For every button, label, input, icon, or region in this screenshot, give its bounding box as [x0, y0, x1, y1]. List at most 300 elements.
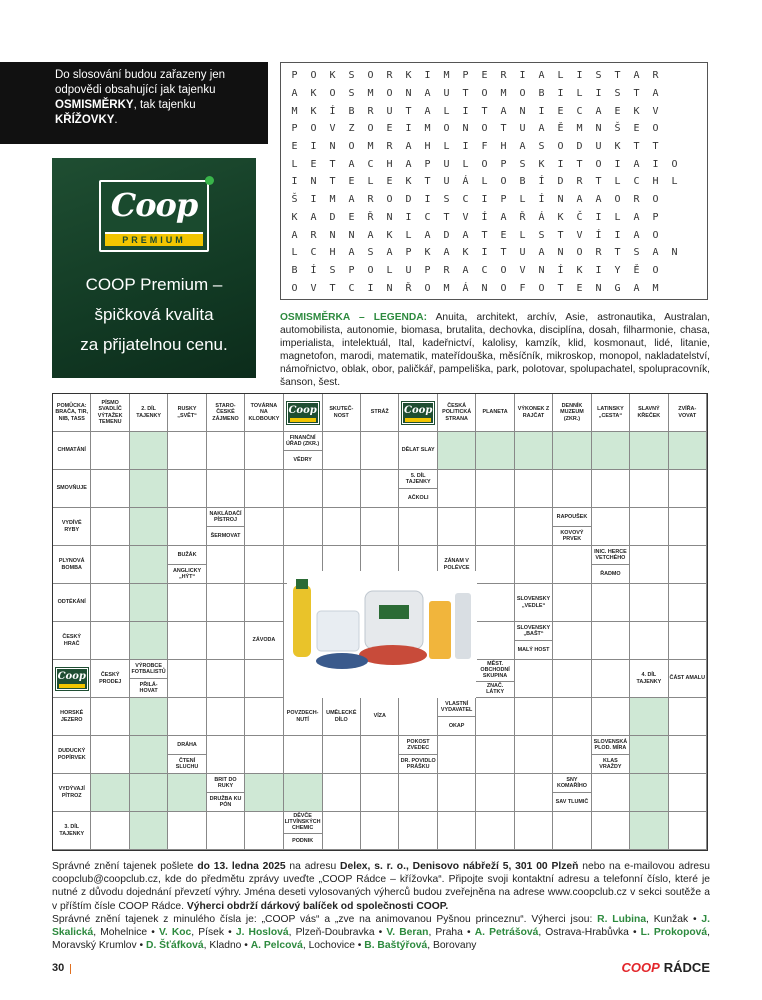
crossword-answer-cell-highlighted[interactable]	[130, 698, 168, 736]
wordsearch-cell: A	[386, 247, 393, 259]
wordsearch-cell	[665, 85, 684, 103]
wordsearch-cell: I	[424, 70, 431, 82]
crossword-answer-cell[interactable]	[669, 812, 707, 850]
crossword-answer-cell[interactable]	[438, 736, 476, 774]
wordsearch-cell: C	[348, 282, 355, 294]
clue-text: RAPOUŠEK	[553, 508, 590, 527]
wordsearch-cell: L	[614, 176, 621, 188]
crossword-inner-clue	[438, 698, 476, 736]
wordsearch-cell: L	[386, 264, 393, 276]
winner-place: Plzeň-Doubravka	[295, 927, 375, 939]
crossword-answer-cell[interactable]	[207, 546, 245, 584]
crossword-answer-cell[interactable]	[323, 470, 361, 508]
crossword-inner-clue	[284, 432, 323, 470]
wordsearch-cell: A	[424, 229, 431, 241]
crossword-answer-cell[interactable]	[553, 736, 591, 774]
crossword-answer-cell[interactable]	[168, 432, 206, 470]
wordsearch	[280, 62, 708, 300]
wordsearch-cell: O	[386, 88, 393, 100]
crossword-answer-cell[interactable]	[168, 812, 206, 850]
wordsearch-cell: A	[576, 194, 583, 206]
crossword-answer-cell[interactable]	[476, 546, 514, 584]
clue-text: POVZDECH-NUTÍ	[286, 710, 319, 723]
wordsearch-cell: P	[291, 70, 298, 82]
crossword-answer-cell[interactable]	[361, 774, 399, 812]
crossword-row-clue	[53, 508, 91, 546]
crossword-answer-cell[interactable]	[438, 508, 476, 546]
crossword-header-clue	[130, 394, 168, 432]
clue-text: ŠERMOVAT	[210, 532, 241, 539]
wordsearch-cell: Í	[595, 229, 602, 241]
crossword-header-clue	[91, 394, 129, 432]
wordsearch-cell: E	[481, 70, 488, 82]
wordsearch-cell: I	[538, 105, 545, 117]
crossword-inner-clue	[168, 736, 206, 774]
crossword-answer-cell[interactable]	[361, 736, 399, 774]
crossword-answer-cell[interactable]	[476, 622, 514, 660]
crossword-answer-cell[interactable]	[553, 622, 591, 660]
crossword-answer-cell[interactable]	[476, 736, 514, 774]
winner-name: R. Lubina	[597, 913, 647, 925]
clue-text: TOVÁRNA NA KLOBOUKY	[248, 403, 280, 422]
crossword-answer-cell[interactable]	[361, 812, 399, 850]
crossword-answer-cell-highlighted[interactable]	[130, 812, 168, 850]
wordsearch-cell: I	[519, 70, 526, 82]
crossword-answer-cell-highlighted[interactable]	[130, 584, 168, 622]
crossword-answer-cell[interactable]	[91, 584, 129, 622]
crossword-answer-cell[interactable]	[515, 546, 553, 584]
winner-bullet: •	[462, 927, 475, 939]
crossword-answer-cell[interactable]	[168, 622, 206, 660]
crossword-answer-cell[interactable]	[476, 698, 514, 736]
winner-separator: ,	[288, 927, 296, 939]
crossword-answer-cell[interactable]	[284, 736, 323, 774]
crossword-answer-cell[interactable]	[476, 812, 514, 850]
crossword-answer-cell[interactable]	[553, 546, 591, 584]
crossword-answer-cell-highlighted[interactable]	[630, 698, 668, 736]
crossword-answer-cell[interactable]	[168, 584, 206, 622]
clue-text: VLASTNÍ VYDAVATEL	[438, 698, 475, 717]
crossword-answer-cell-highlighted[interactable]	[130, 432, 168, 470]
crossword-answer-cell[interactable]	[361, 470, 399, 508]
crossword-answer-cell-highlighted[interactable]	[91, 774, 129, 812]
crossword-answer-cell[interactable]	[399, 812, 437, 850]
crossword-answer-cell[interactable]	[168, 508, 206, 546]
footer-p1-e: nebo na e-mailovou adresu coopclub@coopclub.cz, kde do předmětu zprávy uveďte „COOP Rádce – křížovka“. Připojte svoji kontaktní adresu a telefonní číslo, které je nutné z důvodu dojednání převzetí výhry. Jména deseti vylosovaných výherců budou zveřejněna na adrese www.coopclub.cz v sekci soutěže a v příštím čísle COOP Rádce.	[52, 861, 710, 912]
crossword-answer-cell[interactable]	[515, 812, 553, 850]
crossword-answer-cell[interactable]	[476, 774, 514, 812]
crossword-inner-clue	[553, 508, 591, 546]
crossword-answer-cell-highlighted[interactable]	[630, 812, 668, 850]
wordsearch-cell: L	[481, 176, 488, 188]
crossword-answer-cell[interactable]	[476, 584, 514, 622]
crossword-answer-cell[interactable]	[91, 622, 129, 660]
crossword-answer-cell-highlighted[interactable]	[130, 774, 168, 812]
crossword-answer-cell[interactable]	[592, 622, 630, 660]
crossword-answer-cell[interactable]	[592, 508, 630, 546]
crossword-answer-cell[interactable]	[245, 698, 283, 736]
winner-separator: ,	[646, 913, 654, 925]
wordsearch-cell: U	[405, 264, 412, 276]
wordsearch-cell: M	[500, 88, 507, 100]
crossword-answer-cell[interactable]	[323, 432, 361, 470]
crossword-answer-cell[interactable]	[245, 584, 283, 622]
wordsearch-cell	[684, 244, 703, 262]
wordsearch-cell: T	[500, 247, 507, 259]
clue-text: DRÁHA	[168, 736, 205, 755]
crossword-answer-cell[interactable]	[245, 660, 283, 698]
crossword-answer-cell[interactable]	[399, 508, 437, 546]
winner-place: Kladno	[209, 940, 242, 952]
crossword-answer-cell[interactable]	[515, 470, 553, 508]
crossword-answer-cell[interactable]	[245, 812, 283, 850]
crossword-answer-cell[interactable]	[91, 546, 129, 584]
crossword-answer-cell[interactable]	[669, 584, 707, 622]
wordsearch-cell: N	[671, 247, 678, 259]
wordsearch-cell: C	[462, 194, 469, 206]
wordsearch-cell: R	[367, 105, 374, 117]
wordsearch-cell: Í	[481, 211, 488, 223]
wordsearch-cell: I	[576, 70, 583, 82]
crossword-answer-cell[interactable]	[669, 470, 707, 508]
clue-text: KLAS VRAŽDY	[599, 757, 622, 770]
wordsearch-cell: S	[329, 264, 336, 276]
wordsearch-cell: Á	[462, 176, 469, 188]
wordsearch-cell: A	[633, 211, 640, 223]
crossword-row-clue	[53, 698, 91, 736]
crossword-answer-cell[interactable]	[592, 470, 630, 508]
crossword-answer-cell[interactable]	[438, 774, 476, 812]
crossword-header-clue	[438, 394, 476, 432]
crossword-answer-cell[interactable]	[438, 812, 476, 850]
wordsearch-cell: R	[367, 194, 374, 206]
crossword-answer-cell[interactable]	[207, 698, 245, 736]
wordsearch-cell	[665, 279, 684, 297]
wordsearch-cell: I	[557, 158, 564, 170]
coop-premium-mini-logo-icon: Coop	[287, 402, 319, 424]
crossword-answer-cell[interactable]	[207, 470, 245, 508]
crossword-answer-cell[interactable]	[592, 812, 630, 850]
crossword-answer-cell[interactable]	[91, 812, 129, 850]
crossword-answer-cell[interactable]	[476, 508, 514, 546]
intro-text-2: , tak tajenku	[133, 99, 196, 111]
wordsearch-cell: L	[462, 158, 469, 170]
wordsearch-cell: S	[538, 141, 545, 153]
wordsearch-cell: U	[519, 123, 526, 135]
crossword-inner-clue	[553, 774, 591, 812]
wordsearch-cell: C	[576, 105, 583, 117]
crossword-answer-cell-highlighted[interactable]	[630, 774, 668, 812]
crossword-answer-cell[interactable]	[245, 736, 283, 774]
wordsearch-cell: A	[348, 247, 355, 259]
crossword-answer-cell[interactable]	[669, 736, 707, 774]
crossword-answer-cell-highlighted[interactable]	[130, 736, 168, 774]
footer-p1-c: na adresu	[285, 861, 341, 872]
wordsearch-cell: R	[652, 70, 659, 82]
crossword-answer-cell[interactable]	[553, 584, 591, 622]
wordsearch-cell	[665, 120, 684, 138]
wordsearch-cell: A	[633, 282, 640, 294]
wordsearch-cell: I	[424, 194, 431, 206]
wordsearch-cell: N	[462, 123, 469, 135]
crossword-answer-cell[interactable]	[284, 470, 323, 508]
clue-text: SAV TLUMIČ	[555, 798, 589, 805]
wordsearch-cell: O	[652, 264, 659, 276]
crossword-answer-cell[interactable]	[361, 508, 399, 546]
wordsearch-cell: O	[652, 194, 659, 206]
crossword-answer-cell[interactable]	[399, 774, 437, 812]
clue-text: ČESKÝ PRODEJ	[99, 672, 122, 685]
wordsearch-cell: M	[424, 123, 431, 135]
wordsearch-cell: S	[595, 70, 602, 82]
crossword-answer-cell[interactable]	[592, 660, 630, 698]
wordsearch-cell: A	[633, 158, 640, 170]
crossword-answer-cell[interactable]	[515, 774, 553, 812]
wordsearch-cell: O	[576, 247, 583, 259]
wordsearch-cell: O	[557, 141, 564, 153]
crossword-answer-cell-highlighted[interactable]	[630, 736, 668, 774]
wordsearch-cell: N	[538, 264, 545, 276]
winner-name: A. Petrášová	[474, 927, 539, 939]
crossword-answer-cell[interactable]	[669, 622, 707, 660]
crossword-answer-cell[interactable]	[91, 698, 129, 736]
wordsearch-cell: L	[367, 176, 374, 188]
crossword-answer-cell[interactable]	[323, 736, 361, 774]
brand-name: RÁDCE	[663, 960, 710, 975]
clue-text: VYDÝVAJÍ PÍTROZ	[58, 786, 85, 799]
coop-premium-ad	[52, 158, 256, 378]
clue-text: INIC. HERCE VETCHÉHO	[592, 546, 629, 565]
wordsearch-cell: O	[291, 282, 298, 294]
wordsearch-cell: L	[443, 105, 450, 117]
crossword-answer-cell[interactable]	[323, 774, 361, 812]
winner-bullet: •	[224, 927, 236, 939]
crossword-answer-cell[interactable]	[207, 432, 245, 470]
wordsearch-cell: A	[462, 229, 469, 241]
crossword-answer-cell[interactable]	[669, 698, 707, 736]
wordsearch-cell: R	[386, 141, 393, 153]
clue-text: VĚDRY	[293, 456, 312, 463]
winner-name: V. Beran	[386, 927, 429, 939]
wordsearch-cell: K	[538, 158, 545, 170]
crossword-answer-cell-highlighted[interactable]	[245, 774, 283, 812]
wordsearch-cell: E	[348, 176, 355, 188]
wordsearch-cell: N	[329, 229, 336, 241]
wordsearch-cell: K	[614, 141, 621, 153]
wordsearch-cell: H	[652, 176, 659, 188]
wordsearch-cell: N	[310, 176, 317, 188]
crossword-inner-clue	[207, 508, 245, 546]
crossword-answer-cell[interactable]	[515, 736, 553, 774]
clue-text: VÍZA	[373, 713, 386, 720]
wordsearch-cell: A	[405, 141, 412, 153]
winner-bullet: •	[354, 940, 365, 952]
crossword-answer-cell[interactable]	[207, 812, 245, 850]
wordsearch-cell: E	[633, 123, 640, 135]
wordsearch-cell: O	[538, 282, 545, 294]
crossword-answer-cell[interactable]	[592, 698, 630, 736]
crossword-answer-cell[interactable]	[168, 698, 206, 736]
crossword-row-clue	[53, 812, 91, 850]
crossword-header-clue	[323, 394, 361, 432]
wordsearch-cell: O	[443, 123, 450, 135]
wordsearch-cell: B	[291, 264, 298, 276]
crossword-answer-cell-highlighted[interactable]	[130, 622, 168, 660]
wordsearch-cell: K	[557, 211, 564, 223]
winner-name: A. Pelcová	[250, 940, 303, 952]
crossword-answer-cell-highlighted[interactable]	[438, 432, 476, 470]
crossword-answer-cell[interactable]	[669, 774, 707, 812]
crossword-answer-cell[interactable]	[91, 736, 129, 774]
crossword-answer-cell[interactable]	[361, 432, 399, 470]
crossword-answer-cell[interactable]	[515, 698, 553, 736]
crossword-header-clue	[515, 394, 553, 432]
crossword-answer-cell[interactable]	[399, 698, 437, 736]
wordsearch-cell: Í	[538, 194, 545, 206]
wordsearch-cell: S	[348, 70, 355, 82]
crossword-answer-cell-highlighted[interactable]	[553, 432, 591, 470]
crossword-row-clue	[53, 432, 91, 470]
crossword-inner-clue	[245, 622, 283, 660]
crossword-answer-cell[interactable]	[245, 470, 283, 508]
wordsearch-cell: L	[671, 176, 678, 188]
wordsearch-cell: O	[424, 282, 431, 294]
wordsearch-cell: A	[538, 123, 545, 135]
crossword-answer-cell-highlighted[interactable]	[168, 774, 206, 812]
crossword-answer-cell[interactable]	[168, 470, 206, 508]
wordsearch-cell: A	[310, 211, 317, 223]
wordsearch-cell: T	[424, 176, 431, 188]
crossword-answer-cell[interactable]	[438, 470, 476, 508]
wordsearch-cell: I	[481, 194, 488, 206]
crossword-answer-cell[interactable]	[323, 508, 361, 546]
crossword-answer-cell-highlighted[interactable]	[630, 432, 668, 470]
crossword-answer-cell[interactable]	[207, 660, 245, 698]
crossword-answer-cell[interactable]	[669, 546, 707, 584]
wordsearch-cell: E	[291, 141, 298, 153]
ad-line-2: špičková kvalita	[94, 305, 214, 324]
wordsearch-cell: N	[557, 247, 564, 259]
crossword-answer-cell[interactable]	[284, 508, 323, 546]
wordsearch-cell: G	[614, 282, 621, 294]
crossword-answer-cell[interactable]	[630, 546, 668, 584]
crossword-answer-cell[interactable]	[592, 774, 630, 812]
crossword-answer-cell[interactable]	[553, 660, 591, 698]
crossword-answer-cell[interactable]	[207, 622, 245, 660]
crossword-answer-cell-highlighted[interactable]	[130, 546, 168, 584]
wordsearch-cell: E	[614, 105, 621, 117]
clue-text: RUSKY „SVĚT“	[177, 406, 197, 419]
winner-separator: ,	[538, 927, 546, 939]
wordsearch-cell: D	[329, 211, 336, 223]
wordsearch-cell: M	[576, 123, 583, 135]
crossword-answer-cell[interactable]	[91, 470, 129, 508]
wordsearch-cell: S	[633, 247, 640, 259]
crossword-answer-cell[interactable]	[553, 470, 591, 508]
winner-name: J. Hoslová	[235, 927, 289, 939]
wordsearch-cell: U	[519, 247, 526, 259]
wordsearch-cell: H	[386, 158, 393, 170]
wordsearch-cell: A	[538, 247, 545, 259]
wordsearch-cell: S	[538, 229, 545, 241]
wordsearch-cell: Š	[614, 123, 621, 135]
wordsearch-cell: R	[386, 70, 393, 82]
clue-text: POKOST ZVEDEC	[399, 736, 436, 755]
crossword-answer-cell[interactable]	[168, 660, 206, 698]
crossword-answer-cell[interactable]	[245, 546, 283, 584]
wordsearch-cell	[665, 138, 684, 156]
wordsearch-cell: A	[652, 247, 659, 259]
crossword-header-clue	[207, 394, 245, 432]
crossword-row-clue	[53, 584, 91, 622]
crossword-answer-cell[interactable]	[630, 508, 668, 546]
wordsearch-cell: A	[538, 70, 545, 82]
crossword-answer-cell[interactable]	[245, 508, 283, 546]
crossword-row-clue	[53, 622, 91, 660]
crossword-answer-cell[interactable]	[630, 622, 668, 660]
crossword-inner-clue	[515, 622, 553, 660]
crossword-answer-cell[interactable]	[245, 432, 283, 470]
wordsearch-cell: A	[367, 229, 374, 241]
crossword-answer-cell[interactable]	[515, 508, 553, 546]
crossword-answer-cell[interactable]	[91, 508, 129, 546]
wordsearch-cell: O	[481, 88, 488, 100]
ad-line-3: za přijatelnou cenu.	[80, 335, 228, 354]
crossword-answer-cell[interactable]	[91, 432, 129, 470]
crossword-answer-cell[interactable]	[323, 812, 361, 850]
crossword-answer-cell-highlighted[interactable]	[130, 470, 168, 508]
clue-text: FINANČNÍ ÚŘAD (ZKR.)	[284, 432, 322, 451]
wordsearch-cell: L	[519, 194, 526, 206]
crossword-answer-cell[interactable]	[553, 812, 591, 850]
crossword-answer-cell-highlighted[interactable]	[130, 508, 168, 546]
crossword-answer-cell[interactable]	[207, 736, 245, 774]
legend-title: OSMISMĚRKA – LEGENDA:	[280, 312, 427, 323]
wordsearch-cell: T	[329, 282, 336, 294]
crossword-answer-cell[interactable]	[630, 584, 668, 622]
crossword-answer-cell-highlighted[interactable]	[669, 432, 707, 470]
wordsearch-cell: O	[310, 123, 317, 135]
crossword-answer-cell[interactable]	[592, 584, 630, 622]
crossword-answer-cell-highlighted[interactable]	[476, 432, 514, 470]
crossword-answer-cell[interactable]	[207, 584, 245, 622]
crossword-header-clue	[476, 394, 514, 432]
wordsearch-cell: U	[443, 88, 450, 100]
crossword-answer-cell[interactable]	[669, 508, 707, 546]
crossword-answer-cell-highlighted[interactable]	[284, 774, 323, 812]
wordsearch-cell	[684, 226, 703, 244]
crossword-answer-cell-highlighted[interactable]	[515, 432, 553, 470]
crossword-answer-cell[interactable]	[515, 660, 553, 698]
wordsearch-cell: A	[405, 158, 412, 170]
wordsearch-cell: O	[500, 176, 507, 188]
crossword-answer-cell[interactable]	[630, 470, 668, 508]
crossword-answer-cell-highlighted[interactable]	[592, 432, 630, 470]
wordsearch-cell	[665, 262, 684, 280]
wordsearch-cell: T	[557, 282, 564, 294]
winner-name: V. Koc	[158, 927, 192, 939]
winner-place: Borovany	[432, 940, 477, 952]
crossword-answer-cell[interactable]	[476, 470, 514, 508]
wordsearch-cell: V	[310, 282, 317, 294]
crossword-answer-cell[interactable]	[553, 698, 591, 736]
wordsearch-cell	[684, 279, 703, 297]
wordsearch-cell: M	[652, 282, 659, 294]
clue-text: VYDÍVÉ RYBY	[61, 520, 82, 533]
wordsearch-cell: M	[443, 282, 450, 294]
crossword-header-clue	[669, 394, 707, 432]
clue-text: OKAP	[448, 722, 465, 729]
